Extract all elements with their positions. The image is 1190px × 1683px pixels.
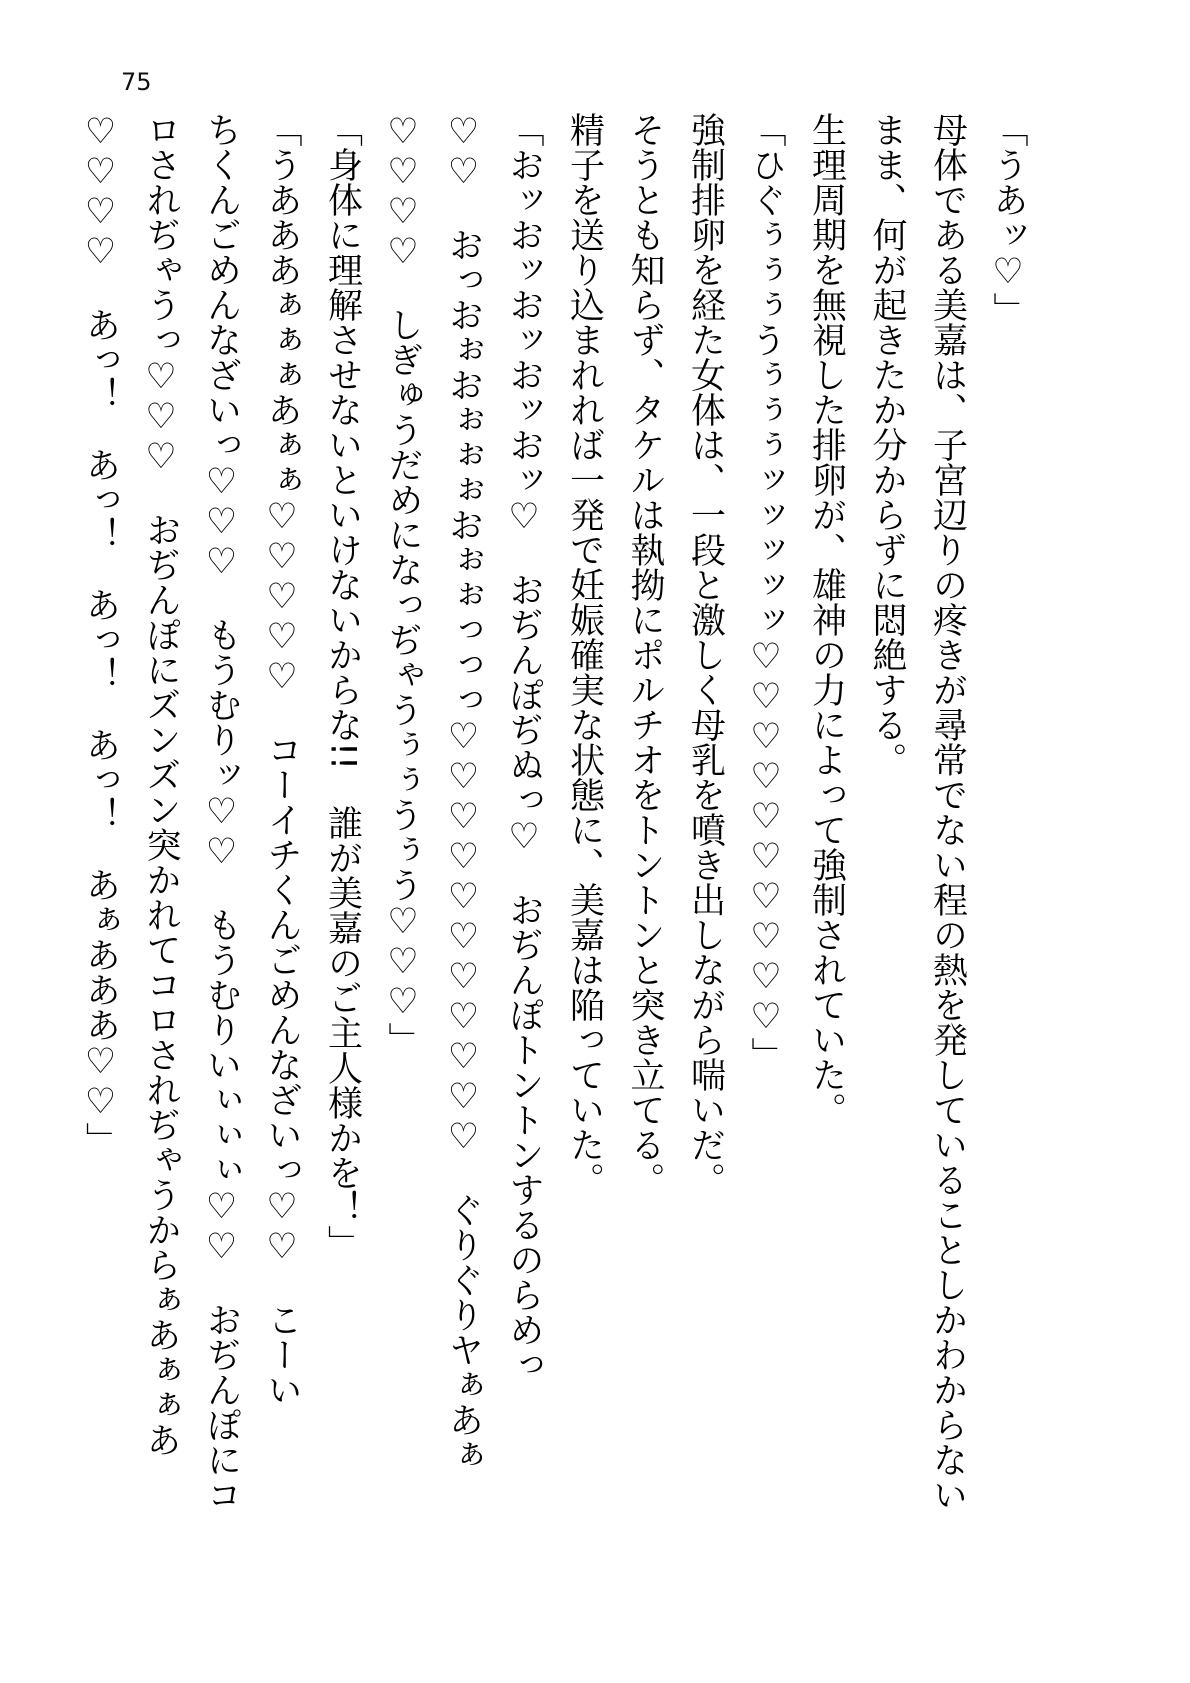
text-line: 「身体に理解させないといけないからな!! 誰が美嘉のご主人様かを！」: [322, 112, 363, 1261]
text-line: ♡♡♡♡ しぎゅうだめになっぢゃうぅぅうぅう♡♡♡」: [383, 112, 423, 1057]
vertical-text-body: [70, 112, 1038, 1592]
text-line: ロされぢゃうっ♡♡♡ おぢんぽにズンズン突かれてコロされぢゃうからぁあぁぁあ: [141, 112, 181, 1457]
page-number: 75: [121, 68, 152, 96]
text-line: ♡♡♡♡ あっ！ あっ！ あっ！ あっ！ あぁあああ♡♡」: [80, 112, 121, 1157]
text-line: 「ひぐぅぅぅうぅぅぅッッッッッ♡♡♡♡♡♡♡♡♡♡」: [746, 112, 786, 1072]
text-line: 強制排卵を経た女体は、一段と激しく母乳を噴き出しながら喘いだ。: [685, 112, 726, 1197]
text-line: まま、何が起きたか分からずに悶絶する。: [867, 112, 907, 777]
text-line: 「おッおッおッおッおッ♡ おぢんぽぢぬっ♡ おぢんぽトントンするのらめっ: [504, 112, 544, 1382]
text-line: ちくんごめんなざいっ♡♡♡ もうむりッ♡♡ もうむりいぃぃぃ♡♡ おぢんぽにコ: [201, 112, 242, 1512]
text-line: ♡♡ おっおぉおぉぉぉおぉぉっっっ♡♡♡♡♡♡♡♡♡♡♡ ぐりぐりヤぁあぁ: [443, 112, 484, 1472]
text-line: 精子を送り込まれれば一発で妊娠確実な状態に、美嘉は陥っていた。: [564, 112, 605, 1197]
text-line: 母体である美嘉は、子宮辺りの疼きが尋常でない程の熱を発していることしかわからない: [927, 112, 968, 1512]
text-line: 「うあッ♡」: [988, 112, 1028, 327]
text-line: 「うあああぁぁぁあぁぁ♡♡♡♡♡ コーイチくんごめんなざいっ♡♡ こーい: [262, 112, 302, 1407]
text-line: 生理周期を無視した排卵が、雄神の力によって強制されていた。: [806, 112, 847, 1127]
text-line: そうとも知らず、タケルは執拗にポルチオをトントンと突き立てる。: [625, 112, 665, 1197]
